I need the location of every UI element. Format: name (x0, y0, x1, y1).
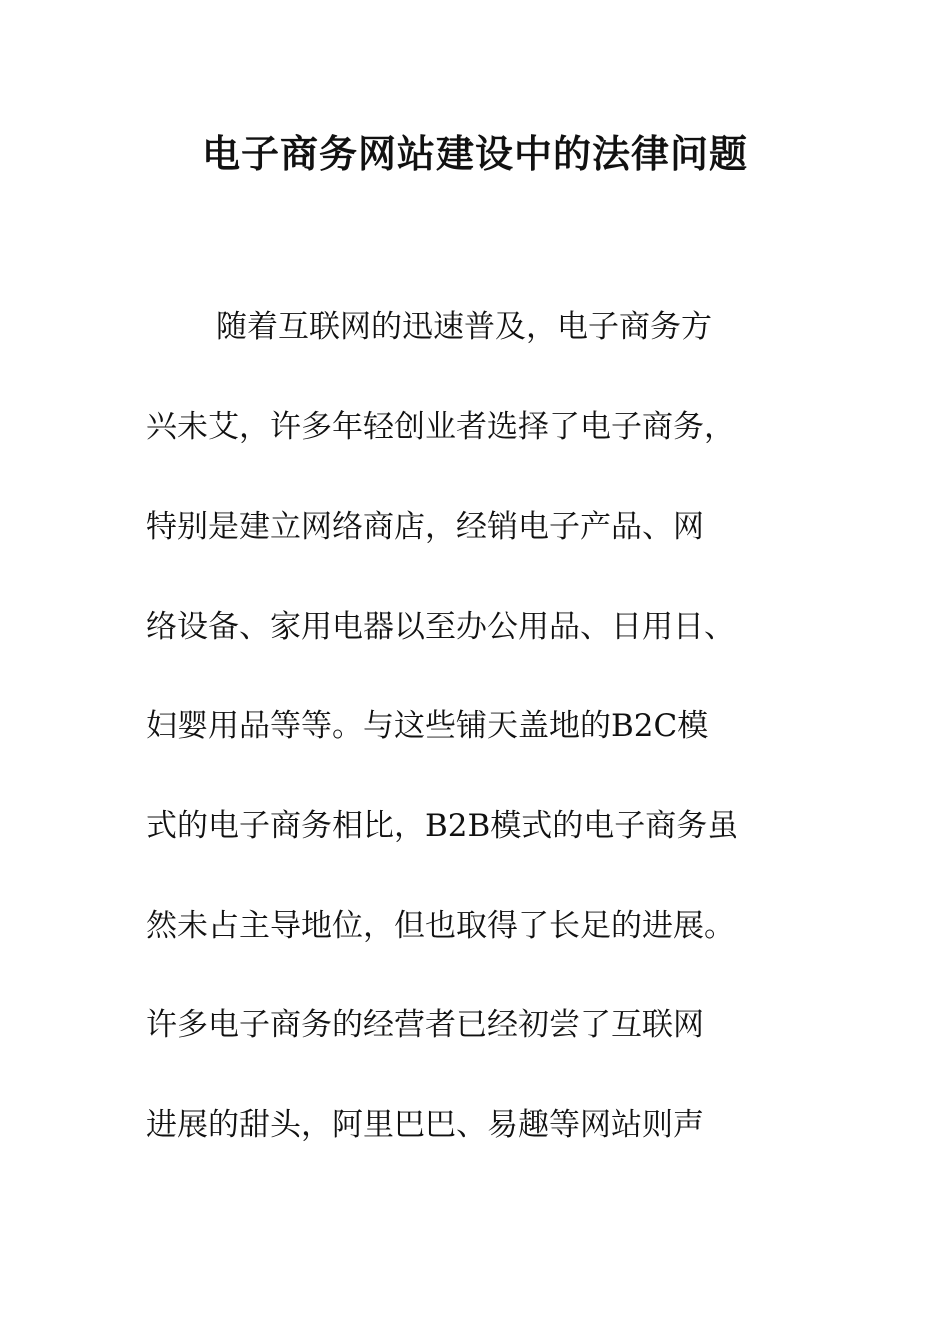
body-line-7: 然未占主导地位，但也取得了长足的进展。 (146, 908, 735, 944)
body-line-1: 随着互联网的迅速普及，电子商务方 (216, 309, 712, 345)
body-line-3: 特别是建立网络商店，经销电子产品、网 (146, 509, 704, 545)
body-line-5: 妇婴用品等等。与这些铺天盖地的B2C模 (146, 708, 709, 744)
document-title: 电子商务网站建设中的法律问题 (201, 131, 748, 176)
body-line-4: 络设备、家用电器以至办公用品、日用日、 (146, 609, 735, 645)
body-line-6: 式的电子商务相比，B2B模式的电子商务虽 (146, 808, 739, 844)
body-line-2: 兴未艾，许多年轻创业者选择了电子商务， (146, 409, 735, 445)
body-line-8: 许多电子商务的经营者已经初尝了互联网 (146, 1007, 704, 1043)
body-line-9: 进展的甜头，阿里巴巴、易趣等网站则声 (146, 1107, 704, 1143)
